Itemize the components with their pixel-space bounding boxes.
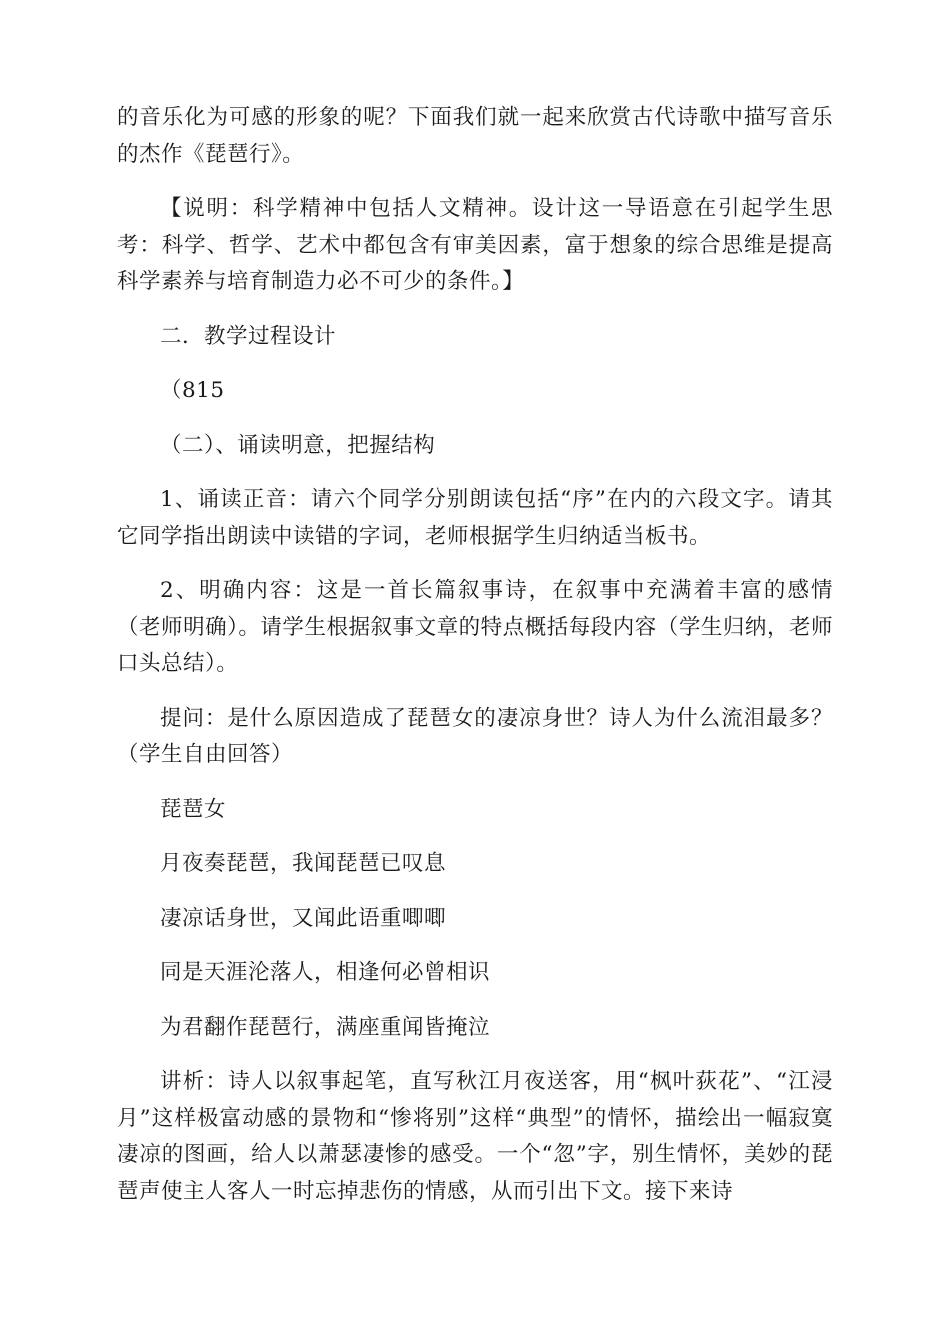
poem-line-4: 为君翻作琵琶行，满座重闻皆掩泣: [160, 1014, 491, 1040]
poem-title: 琵琶女: [160, 796, 227, 822]
paragraph-intro-continuation: 的音乐化为可感的形象的呢？下面我们就一起来欣赏古代诗歌中描写音乐的杰作《琵琶行》。: [117, 105, 833, 167]
paragraph-step-1: 1、诵读正音：请六个同学分别朗读包括“序”在内的六段文字。请其它同学指出朗读中读错的字词，老师根据学生归纳适当板书。: [117, 487, 833, 549]
paragraph-time-note: （815: [160, 378, 225, 403]
section-heading-teaching-process: 二．教学过程设计: [160, 323, 337, 349]
paragraph-explanation-note: 【说明：科学精神中包括人文精神。设计这一导语意在引起学生思考：科学、哲学、艺术中都包含有审美因素，富于想象的综合思维是提高科学素养与培育制造力必不可少的条件。】: [117, 196, 833, 294]
paragraph-analysis: 讲析：诗人以叙事起笔，直写秋江月夜送客，用“枫叶荻花”、“江浸月”这样极富动感的景物和“惨将别”这样“典型”的情怀，描绘出一幅寂寞凄凉的图画，给人以萧瑟凄惨的感受。一个“忽”字，别生情怀，美妙的琵琶声使主人客人一时忘掉悲伤的情感，从而引出下文。接下来诗: [117, 1069, 833, 1204]
subsection-heading-reading: （二）、诵读明意，把握结构: [160, 432, 436, 458]
poem-line-1: 月夜奏琵琶，我闻琵琶已叹息: [160, 851, 447, 876]
paragraph-question: 提问：是什么原因造成了琵琶女的凄凉身世？诗人为什么流泪最多？（学生自由回答）: [117, 705, 833, 767]
paragraph-step-2: 2、明确内容：这是一首长篇叙事诗，在叙事中充满着丰富的感情（老师明确）。请学生根据叙事文章的特点概括每段内容（学生归纳，老师口头总结）。: [117, 578, 833, 676]
document-body: [117, 100, 833, 1210]
poem-line-3: 同是天涯沦落人，相逢何必曾相识: [160, 960, 491, 985]
poem-line-2: 凄凉话身世，又闻此语重唧唧: [160, 905, 447, 931]
